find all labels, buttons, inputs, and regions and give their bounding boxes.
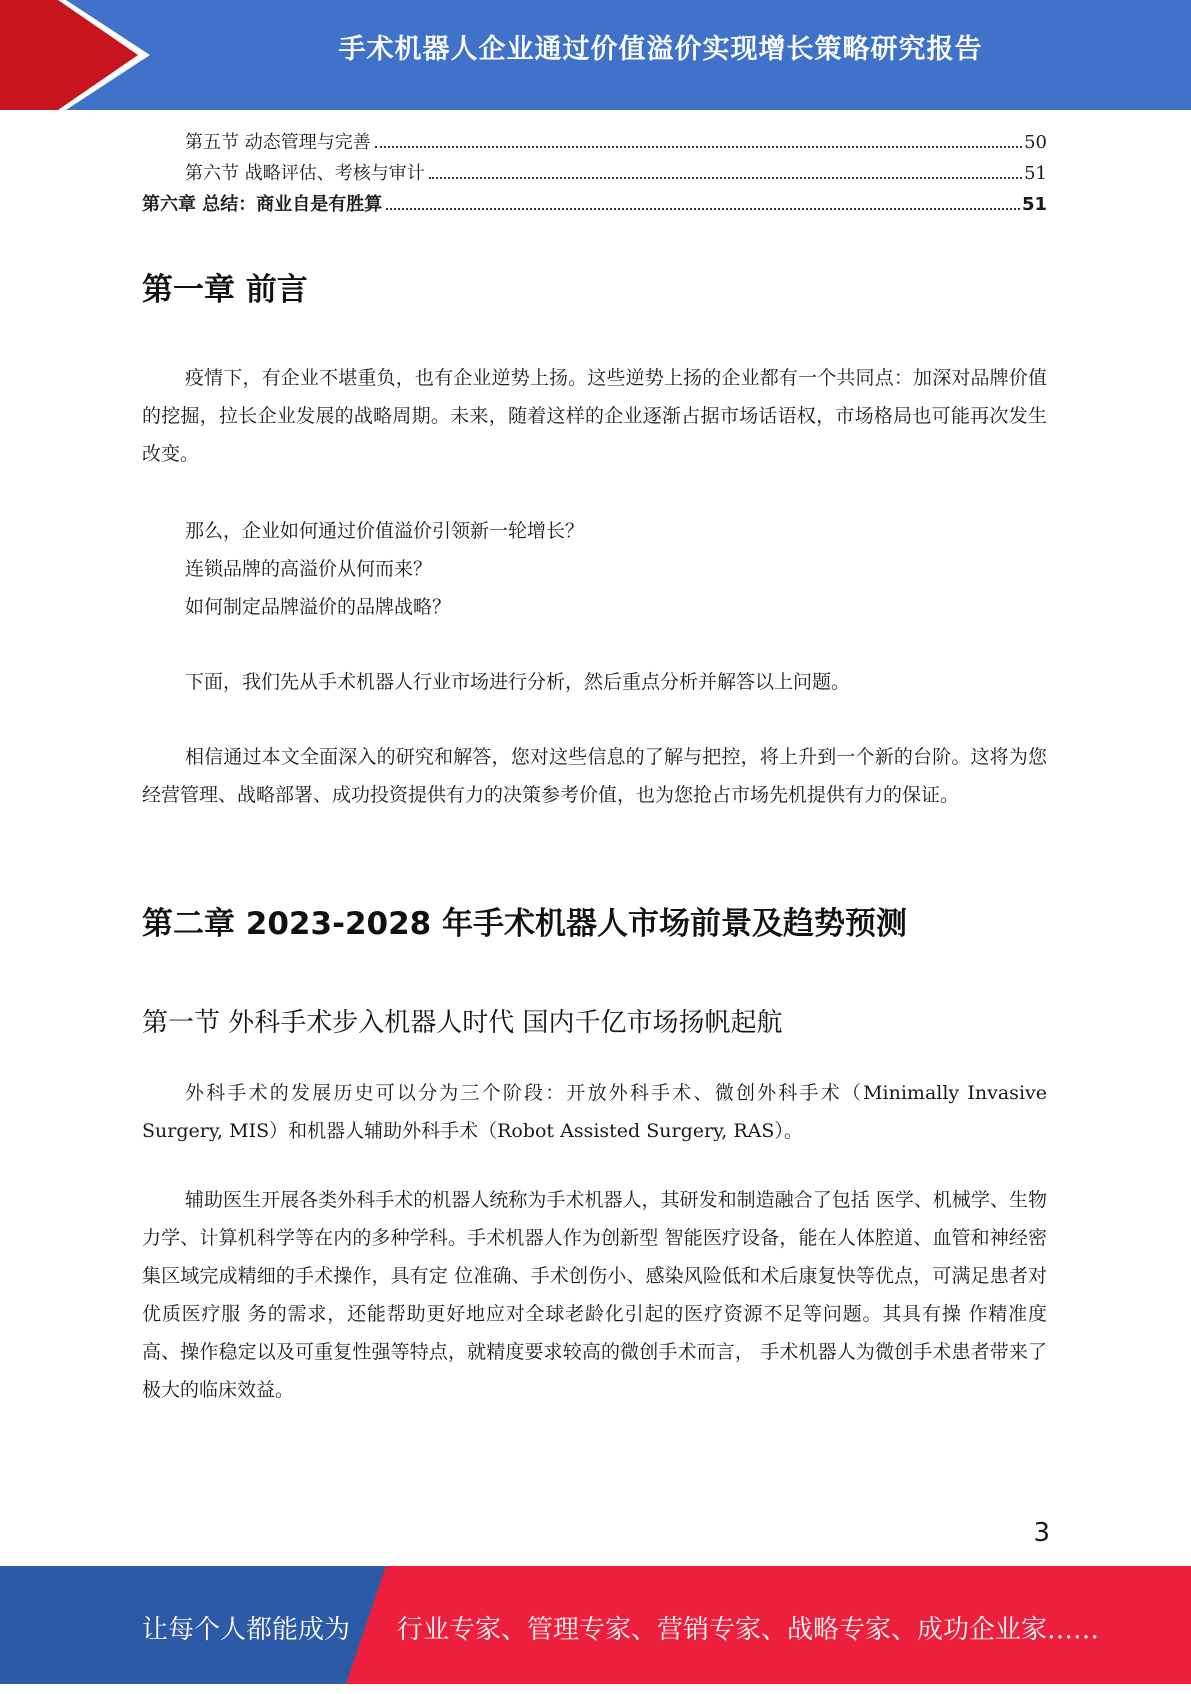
chapter-1-paragraph-1: 疫情下，有企业不堪重负，也有企业逆势上扬。这些逆势上扬的企业都有一个共同点：加深对品牌价值的挖掘，拉长企业发展的战略周期。未来，随着这样的企业逐渐占据市场话语权，市场格局也可能再次发生改变。 [142,367,1047,465]
chapter-1-heading: 第一章 前言 [142,272,308,308]
footer-slogan-right: 行业专家、管理专家、营销专家、战略专家、成功企业家…… [397,1615,1100,1645]
header-arrow-graphic [0,0,160,110]
toc-entry-page: 50 [1024,132,1047,153]
toc-entry-chapter-6[interactable] [142,190,1047,221]
toc-leader-dots [386,208,1020,210]
chapter-2-heading: 第二章 2023-2028 年手术机器人市场前景及趋势预测 [142,906,908,942]
page-header [0,0,1191,110]
section-1-heading: 第一节 外科手术步入机器人时代 国内千亿市场扬帆起航 [142,1008,783,1038]
question-1: 那么，企业如何通过价值溢价引领新一轮增长？ [185,520,585,542]
toc-entry-label: 第六节 战略评估、考核与审计 [185,163,425,184]
section-1-paragraph-1: 外科手术的发展历史可以分为三个阶段：开放外科手术、微创外科手术（Minimally Invasive Surgery, MIS）和机器人辅助外科手术（Robot Assisted Surgery, RAS）。 [142,1082,1047,1142]
chapter-1-paragraph-3: 相信通过本文全面深入的研究和解答，您对这些信息的了解与把控，将上升到一个新的台阶。这将为您经营管理、战略部署、成功投资提供有力的决策参考价值，也为您抢占市场先机提供有力的保证。 [142,746,1047,806]
chapter-1-paragraph-2: 下面，我们先从手术机器人行业市场进行分析，然后重点分析并解答以上问题。 [185,671,851,693]
toc-entry-label: 第五节 动态管理与完善 [185,132,371,153]
toc-entry-section-5[interactable] [142,128,1047,159]
toc-leader-dots [375,146,1022,148]
toc-entry-section-6[interactable] [142,159,1047,190]
toc-entry-page: 51 [1024,163,1047,184]
question-2: 连锁品牌的高溢价从何而来？ [185,558,433,580]
page-footer [0,1566,1191,1684]
toc-entry-page: 51 [1021,194,1047,215]
page-number: 3 [1033,1518,1050,1548]
footer-slogan-left: 让每个人都能成为 [142,1615,351,1645]
table-of-contents [142,128,1047,221]
report-title: 手术机器人企业通过价值溢价实现增长策略研究报告 [338,34,983,65]
toc-entry-label: 第六章 总结：商业自是有胜算 [142,194,383,215]
section-1-paragraph-2: 辅助医生开展各类外科手术的机器人统称为手术机器人，其研发和制造融合了包括 医学、机械学、生物力学、计算机科学等在内的多种学科。手术机器人作为创新型 智能医疗设备，能在人体腔道、血管和神经密集区域完成精细的手术操作，具有定 位准确、手术创伤小、感染风险低和术后康复快等优点，可满足患者对优质医疗服 务的需求，还能帮助更好地应对全球老龄化引起的医疗资源不足等问题。其具有操 作精准度高、操作稳定以及可重复性强等特点，就精度要求较高的微创手术而言， 手术机器人为微创手术患者带来了极大的临床效益。 [142,1189,1047,1401]
question-3: 如何制定品牌溢价的品牌战略？ [185,596,452,618]
toc-leader-dots [429,177,1022,179]
